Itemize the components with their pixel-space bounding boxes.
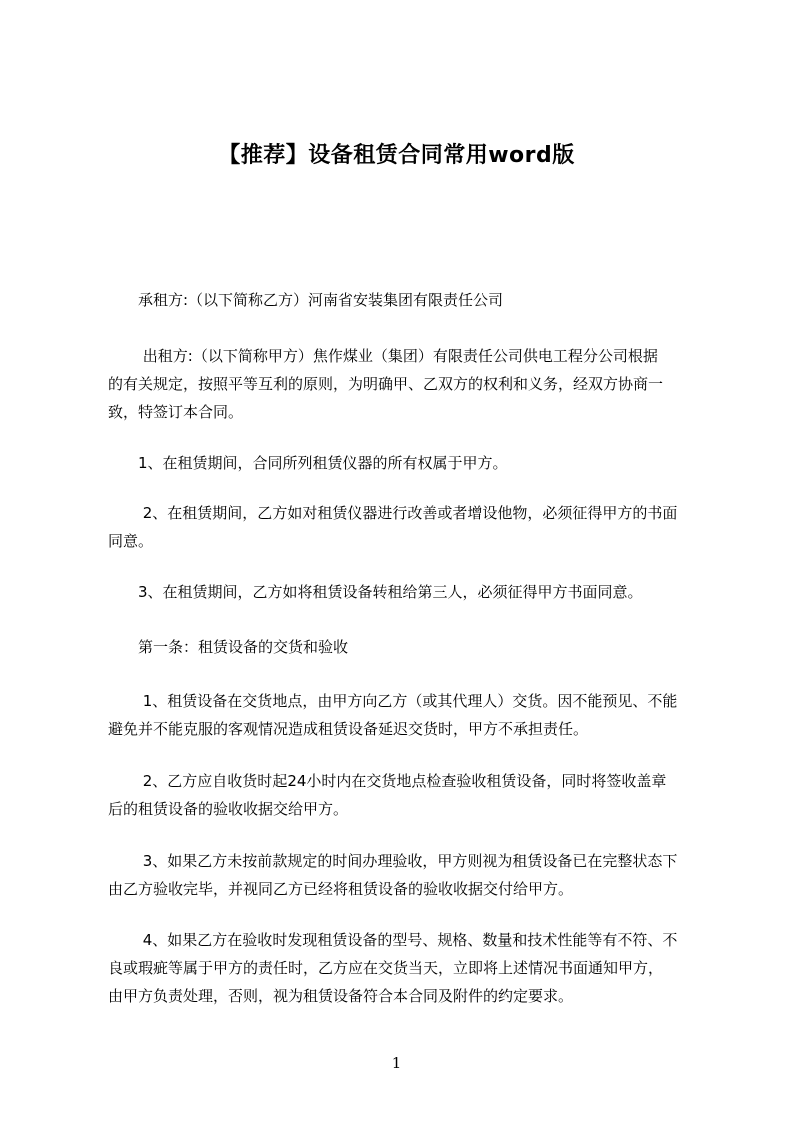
paragraph-lessor [108,342,713,426]
paragraph-clause-1 [108,449,713,477]
document-title: 【推荐】设备租赁合同常用word版 [218,143,575,168]
paragraph-line: 避免并不能克服的客观情况造成租赁设备延迟交货时，甲方不承担责任。 [108,720,589,738]
section-heading-article-1 [108,633,713,661]
paragraph-line: 后的租赁设备的验收收据交给甲方。 [108,800,349,818]
paragraph-line: 3、如果乙方未按前款规定的时间办理验收，甲方则视为租赁设备已在完整状态下 [108,852,678,870]
paragraph-line: 2、乙方应自收货时起24小时内在交货地点检查验收租赁设备，同时将签收盖章 [108,772,667,790]
paragraph-article-1-item-3 [108,847,713,903]
paragraph-lessee [108,286,713,314]
paragraph-line: 出租方:（以下简称甲方）焦作煤业（集团）有限责任公司供电工程分公司根据 [108,347,658,365]
paragraph-line: 致，特签订本合同。 [108,403,244,421]
paragraph-clause-2 [108,499,713,555]
paragraph-line: 的有关规定，按照平等互利的原则，为明确甲、乙双方的权利和义务，经双方协商一 [108,375,664,393]
paragraph-line: 4、如果乙方在验收时发现租赁设备的型号、规格、数量和技术性能等有不符、不 [108,931,678,949]
paragraph-line: 由乙方验收完毕，并视同乙方已经将租赁设备的验收收据交付给甲方。 [108,880,574,898]
paragraph-line: 同意。 [108,532,154,550]
paragraph-line: 承租方:（以下简称乙方）河南省安装集团有限责任公司 [108,291,504,309]
paragraph-line: 1、在租赁期间，合同所列租赁仪器的所有权属于甲方。 [108,454,508,472]
paragraph-article-1-item-4 [108,926,713,1010]
paragraph-article-1-item-2 [108,767,713,823]
paragraph-line: 2、在租赁期间，乙方如对租赁仪器进行改善或者增设他物，必须征得甲方的书面 [108,504,678,522]
paragraph-line: 3、在租赁期间，乙方如将租赁设备转租给第三人，必须征得甲方书面同意。 [108,583,643,601]
paragraph-line: 第一条：租赁设备的交货和验收 [108,638,349,656]
paragraph-line: 1、租赁设备在交货地点，由甲方向乙方（或其代理人）交货。因不能预见、不能 [108,692,678,710]
paragraph-line: 由甲方负责处理，否则，视为租赁设备符合本合同及附件的约定要求。 [108,987,574,1005]
paragraph-line: 良或瑕疵等属于甲方的责任时，乙方应在交货当天，立即将上述情况书面通知甲方， [108,959,664,977]
paragraph-clause-3 [108,578,713,606]
page-number: 1 [391,1054,402,1072]
paragraph-article-1-item-1 [108,687,713,743]
